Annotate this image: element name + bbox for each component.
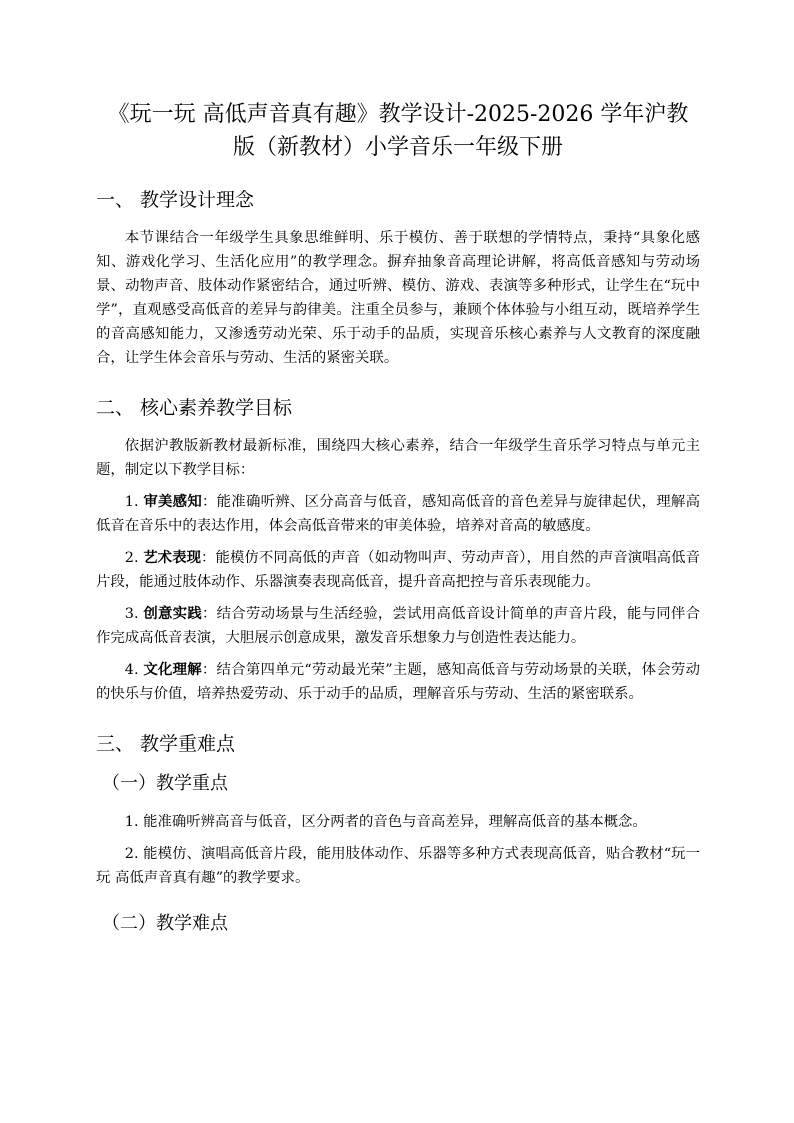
objective-label: 文化理解	[143, 661, 202, 678]
objective-number: 2.	[124, 550, 139, 566]
objective-label: 艺术表现	[143, 549, 202, 566]
objective-item-aesthetic	[96, 490, 700, 538]
objective-item-expression	[96, 546, 700, 594]
objective-text: ：结合第四单元“劳动最光荣”主题，感知高低音与劳动场景的关联，体会劳动的快乐与价值，培养热爱劳动、乐于动手的品质，理解音乐与劳动、生活的紧密联系。	[96, 662, 700, 702]
key-point-item: 2. 能模仿、演唱高低音片段，能用肢体动作、乐器等多种方式表现高低音，贴合教材“玩一玩 高低声音真有趣”的教学要求。	[96, 846, 700, 886]
title-line-1: 《玩一玩 高低声音真有趣》教学设计-2025-2026 学年沪教	[107, 102, 689, 127]
objective-text: ：能模仿不同高低的声音（如动物叫声、劳动声音），用自然的声音演唱高低音片段，能通过肢体动作、乐器演奏表现高低音，提升音高把控与音乐表现能力。	[96, 550, 700, 590]
section-heading-key-points: 三、 教学重难点	[96, 733, 236, 755]
objective-number: 4.	[124, 662, 139, 678]
objective-text: ：结合劳动场景与生活经验，尝试用高低音设计简单的声音片段，能与同伴合作完成高低音表演，大胆展示创意成果，激发音乐想象力与创造性表达能力。	[96, 606, 700, 646]
sub-heading-difficulties: （二）教学难点	[102, 913, 228, 934]
objectives-intro-paragraph: 依据沪教版新教材最新标准，围绕四大核心素养，结合一年级学生音乐学习特点与单元主题，制定以下教学目标：	[96, 438, 700, 478]
objective-text: ：能准确听辨、区分高音与低音，感知高低音的音色差异与旋律起伏，理解高低音在音乐中的表达作用，体会高低音带来的审美体验，培养对音高的敏感度。	[96, 494, 700, 534]
objective-label: 审美感知	[143, 493, 202, 510]
title-line-2: 版（新教材）小学音乐一年级下册	[232, 135, 563, 160]
document-page	[96, 98, 700, 938]
key-point-item: 1. 能准确听辨高音与低音，区分两者的音色与音高差异，理解高低音的基本概念。	[124, 814, 647, 830]
objective-number: 1.	[124, 494, 139, 510]
objective-item-creative	[96, 602, 700, 650]
section-heading-design-concept: 一、 教学设计理念	[96, 189, 255, 211]
objective-label: 创意实践	[143, 605, 202, 622]
objective-item-culture	[96, 658, 700, 706]
document-title	[96, 98, 700, 164]
section-heading-objectives: 二、 核心素养教学目标	[96, 397, 293, 419]
sub-heading-key-points: （一）教学重点	[102, 773, 228, 794]
objective-number: 3.	[124, 606, 139, 622]
design-concept-paragraph: 本节课结合一年级学生具象思维鲜明、乐于模仿、善于联想的学情特点，秉持“具象化感知、游戏化学习、生活化应用”的教学理念。摒弃抽象音高理论讲解，将高低音感知与劳动场景、动物声音、肢体动作紧密结合，通过听辨、模仿、游戏、表演等多种形式，让学生在“玩中学”，直观感受高低音的差异与韵律美。注重全员参与，兼顾个体体验与小组互动，既培养学生的音高感知能力，又渗透劳动光荣、乐于动手的品质，实现音乐核心素养与人文教育的深度融合，让学生体会音乐与劳动、生活的紧密关联。	[96, 230, 700, 366]
